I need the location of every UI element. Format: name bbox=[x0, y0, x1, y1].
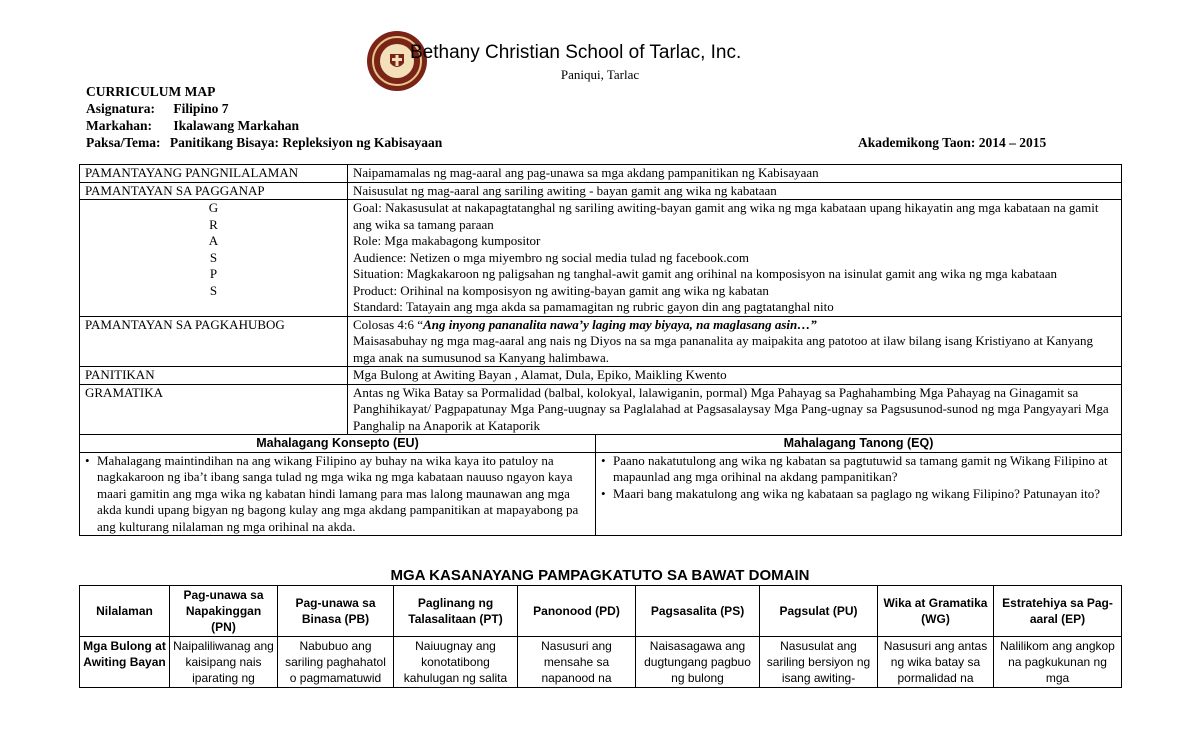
topic-value: Panitikang Bisaya: Repleksiyon ng Kabisayaan bbox=[169, 135, 443, 150]
row-value: Mga Bulong at Awiting Bayan , Alamat, Dula, Epiko, Maikling Kwento bbox=[348, 367, 1122, 385]
table-cell: Mga Bulong at Awiting Bayan bbox=[80, 637, 170, 688]
row-value: Naipamamalas ng mag-aaral ang pag-unawa sa mga akdang pampanitikan ng Kabisayaan bbox=[348, 165, 1122, 183]
table-row bbox=[80, 435, 1122, 453]
grasps-letter: P bbox=[209, 266, 218, 281]
list-item-text: Paano nakatutulong ang wika ng kabatan sa pagtutuwid sa tamang gamit ng Wikang Filipino at mapaunlad ang mga orihinal na akdang pampanitikan? bbox=[613, 452, 1108, 484]
grasps-audience: Audience: Netizen o mga miyembro ng social media tulad ng facebook.com bbox=[353, 249, 750, 265]
eu-content bbox=[80, 452, 596, 536]
subject-label: Asignatura: bbox=[86, 101, 156, 116]
column-header: Pag-unawa sa Napakinggan (PN) bbox=[170, 586, 278, 637]
column-header: Nilalaman bbox=[80, 586, 170, 637]
table-row bbox=[80, 367, 1122, 385]
grasps-letters bbox=[80, 200, 348, 317]
curriculum-map-table bbox=[79, 164, 1122, 536]
grasps-goal: Goal: Nakasusulat at nakapagtatanghal ng sariling awiting-bayan gamit ang wika ng mga kabataan upang hikayatin ang mga kabataan na gamit ang wika sa tamang paraan bbox=[353, 200, 1099, 232]
grasps-letter: G bbox=[208, 200, 219, 215]
list-item-text: Maari bang makatulong ang wika ng kabataan sa paglago ng wikang Filipino? Patunayan ito? bbox=[613, 485, 1101, 501]
list-item bbox=[601, 453, 1116, 486]
bullet-icon: • bbox=[601, 485, 606, 501]
topic-label: Paksa/Tema: bbox=[86, 135, 161, 150]
row-label: GRAMATIKA bbox=[80, 384, 348, 435]
row-value: Antas ng Wika Batay sa Pormalidad (balbal, kolokyal, lalawiganin, pormal) Mga Pahayag sa Paghahambing Mga Pahayag na Ginagamit sa Panghihikayat/ Pagpapatunay Mga Pang-uugnay sa Paglalahad at Pagsasalaysay Mga Pang-ugnay sa Pagsusunod-sunod ng mga Pangyayari Mga Panghalip na Anaporik at Kataporik bbox=[348, 384, 1122, 435]
grasps-details bbox=[348, 200, 1122, 317]
row-label: PANITIKAN bbox=[80, 367, 348, 385]
table-row bbox=[80, 637, 1122, 688]
column-header: Paglinang ng Talasalitaan (PT) bbox=[394, 586, 518, 637]
verse-reference: Colosas 4:6 “ bbox=[353, 316, 424, 332]
table-row bbox=[80, 165, 1122, 183]
column-header: Panonood (PD) bbox=[518, 586, 636, 637]
column-header: Wika at Gramatika (WG) bbox=[878, 586, 994, 637]
bible-verse bbox=[353, 317, 1116, 334]
grasps-letter: S bbox=[209, 249, 218, 265]
table-cell: Nasusuri ang mensahe sa napanood na bbox=[518, 637, 636, 688]
table-row bbox=[80, 452, 1122, 536]
eq-header: Mahalagang Tanong (EQ) bbox=[596, 435, 1122, 453]
table-header-row bbox=[80, 586, 1122, 637]
row-label: PAMANTAYANG PANGNILALAMAN bbox=[80, 165, 348, 183]
eq-content bbox=[596, 452, 1122, 536]
row-label: PAMANTAYAN SA PAGGANAP bbox=[80, 182, 348, 200]
grasps-letter: A bbox=[208, 233, 219, 248]
table-cell: Nasusulat ang sariling bersiyon ng isang awiting- bbox=[760, 637, 878, 688]
column-header: Pagsasalita (PS) bbox=[636, 586, 760, 637]
table-row bbox=[80, 182, 1122, 200]
table-cell: Naiuugnay ang konotatibong kahulugan ng salita bbox=[394, 637, 518, 688]
row-value: Naisusulat ng mag-aaral ang sariling awiting - bayan gamit ang wika ng kabataan bbox=[348, 182, 1122, 200]
bullet-icon: • bbox=[601, 452, 606, 468]
grasps-standard: Standard: Tatayain ang mga akda sa pamamagitan ng rubric gayon din ang pagtatanghal nito bbox=[353, 299, 834, 314]
list-item bbox=[601, 486, 1116, 503]
verse-text: Ang inyong pananalita nawa’y laging may biyaya, na maglasang asin…” bbox=[423, 316, 817, 332]
table-cell: Nasusuri ang antas ng wika batay sa pormalidad na bbox=[878, 637, 994, 688]
topic-line bbox=[86, 135, 442, 151]
table-row bbox=[80, 316, 1122, 367]
domains-table bbox=[79, 585, 1122, 688]
list-item-text: Mahalagang maintindihan na ang wikang Filipino ay buhay na wika kaya ito patuloy na nagkakaroon ng iba’t ibang sanga tulad ng mga wika ng mga kabataan nauuso ngayon kaya maari gamitin ang mga wika ng kabatan hindi lamang para mas lalong maunawan ang mga akda kundi upang bigyan ng bagong kulay ang mga akdang pampanitikan at mapayabong pa ang kulturang nilalaman ng mga orihinal na akda. bbox=[97, 452, 579, 534]
table-cell: Nabubuo ang sariling paghahatol o pagmamatuwid bbox=[278, 637, 394, 688]
column-header: Estratehiya sa Pag-aaral (EP) bbox=[994, 586, 1122, 637]
row-label: PAMANTAYAN SA PAGKAHUBOG bbox=[80, 316, 348, 367]
table-cell: Naisasagawa ang dugtungang pagbuo ng bulong bbox=[636, 637, 760, 688]
school-year: Akademikong Taon: 2014 – 2015 bbox=[858, 135, 1047, 150]
domains-title: MGA KASANAYANG PAMPAGKATUTO SA BAWAT DOMAIN bbox=[390, 567, 810, 584]
school-location: Paniqui, Tarlac bbox=[560, 67, 640, 82]
grasps-role: Role: Mga makabagong kumpositor bbox=[353, 233, 541, 248]
eu-header: Mahalagang Konsepto (EU) bbox=[80, 435, 596, 453]
character-standard: Maisasabuhay ng mga mag-aaral ang nais ng Diyos na sa mga pananalita ay maipakita ang patotoo at ilaw bilang isang Kristiyano at Kanyang mga anak na sumusunod sa Kanyang halimbawa. bbox=[353, 333, 1094, 365]
table-row bbox=[80, 384, 1122, 435]
table-row bbox=[80, 200, 1122, 317]
list-item bbox=[85, 453, 590, 536]
school-name: Bethany Christian School of Tarlac, Inc. bbox=[410, 42, 742, 63]
table-cell: Nalilikom ang angkop na pagkukunan ng mga bbox=[994, 637, 1122, 688]
bullet-icon: • bbox=[85, 452, 90, 468]
grasps-letter: R bbox=[209, 216, 218, 232]
table-cell: Naipaliliwanag ang kaisipang nais iparating ng bbox=[170, 637, 278, 688]
quarter-label: Markahan: bbox=[86, 118, 153, 133]
column-header: Pag-unawa sa Binasa (PB) bbox=[278, 586, 394, 637]
grasps-situation: Situation: Magkakaroon ng paligsahan ng tanghal-awit gamit ang orihinal na komposisyon na isinulat gamit ang wika ng mga kabataan bbox=[353, 266, 1058, 281]
grasps-product: Product: Orihinal na komposisyon ng awiting-bayan gamit ang wika ng kabatan bbox=[353, 282, 769, 298]
subject-line bbox=[86, 101, 229, 117]
row-value bbox=[348, 316, 1122, 367]
quarter-value: Ikalawang Markahan bbox=[173, 118, 300, 133]
document-title: CURRICULUM MAP bbox=[86, 84, 216, 99]
quarter-line bbox=[86, 118, 299, 134]
column-header: Pagsulat (PU) bbox=[760, 586, 878, 637]
subject-value: Filipino 7 bbox=[173, 101, 229, 116]
grasps-letter: S bbox=[209, 282, 218, 298]
